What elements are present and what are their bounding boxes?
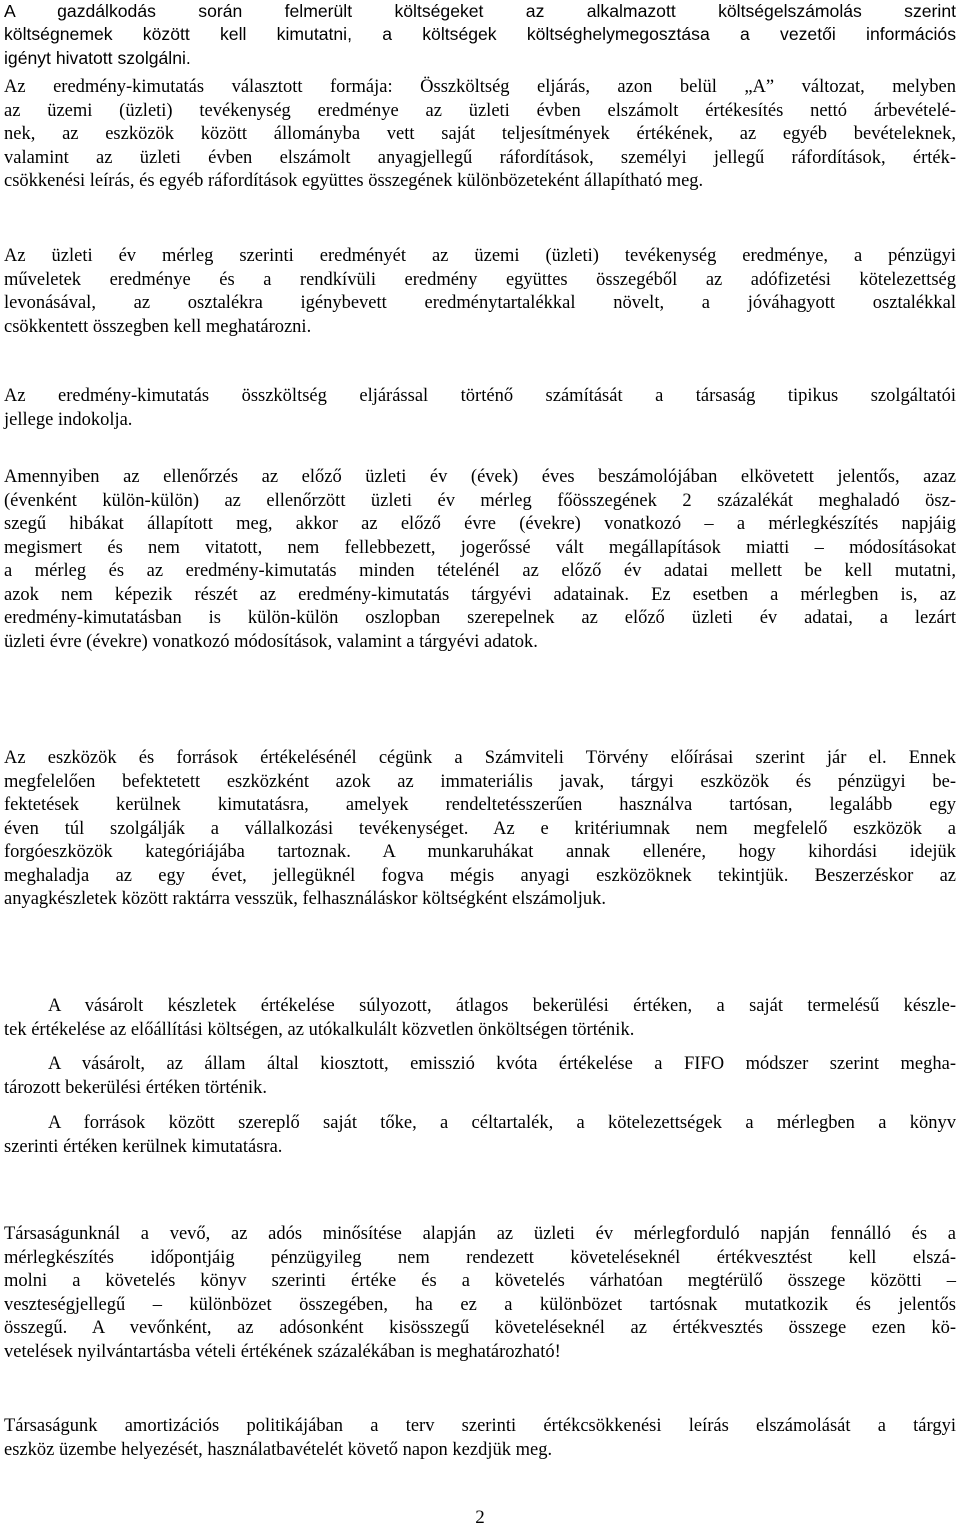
text-line: Az eredmény-kimutatás választott formája: Összköltség eljárás, azon belül „A” változat, melyben [4,77,956,97]
text-line: megfelelően befektetett eszközként azok az immateriális javak, tárgyi eszközök és pénzügyi be- [4,771,956,792]
text-line: Társaságunk amortizációs politikájában a terv szerinti értékcsökkenési leírás elszámolását a tárgyi [4,1416,956,1436]
text-line: megismert és nem vitatott, nem fellebbezett, jogerőssé vált megállapítások miatti – módosításokat [4,537,956,558]
text-line: tározott bekerülési értéken történik. [4,1077,268,1098]
text-line: forgóeszközök kategóriájába tartoznak. A munkaruhákat annak ellenére, hogy kihordási idejük [4,842,956,862]
text-line: A vásárolt, az állam által kiosztott, emisszió kvóta értékelése a FIFO módszer szerint megha- [48,1054,956,1074]
text-line: molni a követelés könyv szerinti értéke és a követelés várhatóan megtérülő összege közötti – [4,1271,956,1291]
page-number: 2 [475,1507,485,1528]
text-line: fektetések kerülnek kimutatásra, amelyek rendeltetésszerűen használva tartósan, legalább egy [4,795,956,815]
text-line: üzleti évre (évekre) vonatkozó módosítások, valamint a tárgyévi adatok. [4,631,538,652]
text-line: szegű hibákat állapított meg, akkor az előző évre (évekre) vonatkozó – a mérlegkészítés napjáig [4,514,956,534]
text-line: Az eszközök és források értékelésénél cégünk a Számviteli Törvény előírásai szerint jár el. Ennek [4,748,956,768]
text-line: Az üzleti év mérleg szerinti eredményét az üzemi (üzleti) tevékenység eredménye, a pénzügyi [4,246,956,266]
text-line: Társaságunknál a vevő, az adós minősítése alapján az üzleti év mérlegforduló napján fennálló és a [4,1224,956,1244]
text-line: Amennyiben az ellenőrzés az előző üzleti év (évek) éves beszámolójában elkövetett jelentős, azaz [4,467,956,487]
text-line: összegű. A vevőnként, az adósonként kisösszegű követeléseknél az értékvesztés összege ezen kö- [4,1318,956,1338]
text-line: A vásárolt készletek értékelése súlyozott, átlagos bekerülési értéken, a saját termelésű készle- [48,996,956,1016]
text-line: Az eredmény-kimutatás összköltség eljárással történő számítását a társaság tipikus szolgáltatói [4,386,956,406]
text-line: anyagkészletek között raktárra vesszük, felhasználáskor költségként elszámoljuk. [4,889,607,909]
text-line: szerinti értéken kerülnek kimutatásra. [4,1136,283,1157]
text-line: meghaladja az egy évet, jellegüknél fogva mégis anyagi eszközöknek tekintjük. Beszerzéskor az [4,865,956,886]
text-line: költségnemek között kell kimutatni, a költségek költséghelymegosztása a vezetői információs [4,24,956,45]
text-line: levonásával, az osztalékra igénybevett eredménytartalékkal növelt, a jóváhagyott osztalékkal [4,293,956,313]
text-line: az üzemi (üzleti) tevékenység eredménye az üzleti évben elszámolt értékesítés nettó árbevételé- [4,100,956,121]
text-line: veszteségjellegű – különbözet összegében, ha ez a különbözet tartósnak mutatkozik és jelentős [4,1294,956,1315]
text-line: éven túl szolgálják a vállalkozási tevékenységet. Az e kritériumnak nem megfelelő eszközök a [4,818,956,839]
text-line: vetelések nyilvántartásba vételi értékének százalékában is meghatározható! [4,1341,561,1362]
text-line: a mérleg és az eredmény-kimutatás minden tételénél az előző év adatai mellett be kell mutatni, [4,561,956,581]
text-line: eszköz üzembe helyezését, használatbavételét követő napon kezdjük meg. [4,1439,553,1460]
text-line: tek értékelése az előállítási költségen, az utókalkulált közvetlen önköltségen történik. [4,1019,635,1040]
text-line: mérlegkészítés időpontjáig pénzügyileg nem rendezett követeléseknél értékvesztést kell elszá- [4,1247,956,1268]
text-line: jellege indokolja. [4,409,133,430]
text-line: igényt hivatott szolgálni. [4,47,191,68]
text-line: (évenként külön-külön) az ellenőrzött üzleti év mérleg főösszegének 2 százalékát meghaladó ösz- [4,490,956,511]
text-line: csökkentett összegben kell meghatározni. [4,316,312,337]
text-line: csökkenési leírás, és egyéb ráfordítások együttes összegének különbözeteként állapítható meg. [4,171,704,191]
text-line: A gazdálkodás során felmerült költségeket az alkalmazott költségelszámolás szerint [4,1,956,21]
text-line: nek, az eszközök között állományba vett saját teljesítmények értékének, az egyéb bevételeknek, [4,124,956,144]
text-line: A források között szereplő saját tőke, a céltartalék, a kötelezettségek a mérlegben a könyv [48,1113,956,1133]
document-page [4,0,956,1527]
text-line: műveletek eredménye és a rendkívüli eredmény együttes összegéből az adófizetési kötelezettség [4,269,956,290]
text-line: eredmény-kimutatásban is külön-külön oszlopban szerepelnek az előző üzleti év adatai, a lezárt [4,608,956,628]
text-line: valamint az üzleti évben elszámolt anyagjellegű ráfordítások, személyi jellegű ráfordítások, érték- [4,147,956,168]
text-line: azok nem képezik részét az eredmény-kimutatás tárgyévi adatainak. Ez esetben a mérlegben is, az [4,584,956,605]
